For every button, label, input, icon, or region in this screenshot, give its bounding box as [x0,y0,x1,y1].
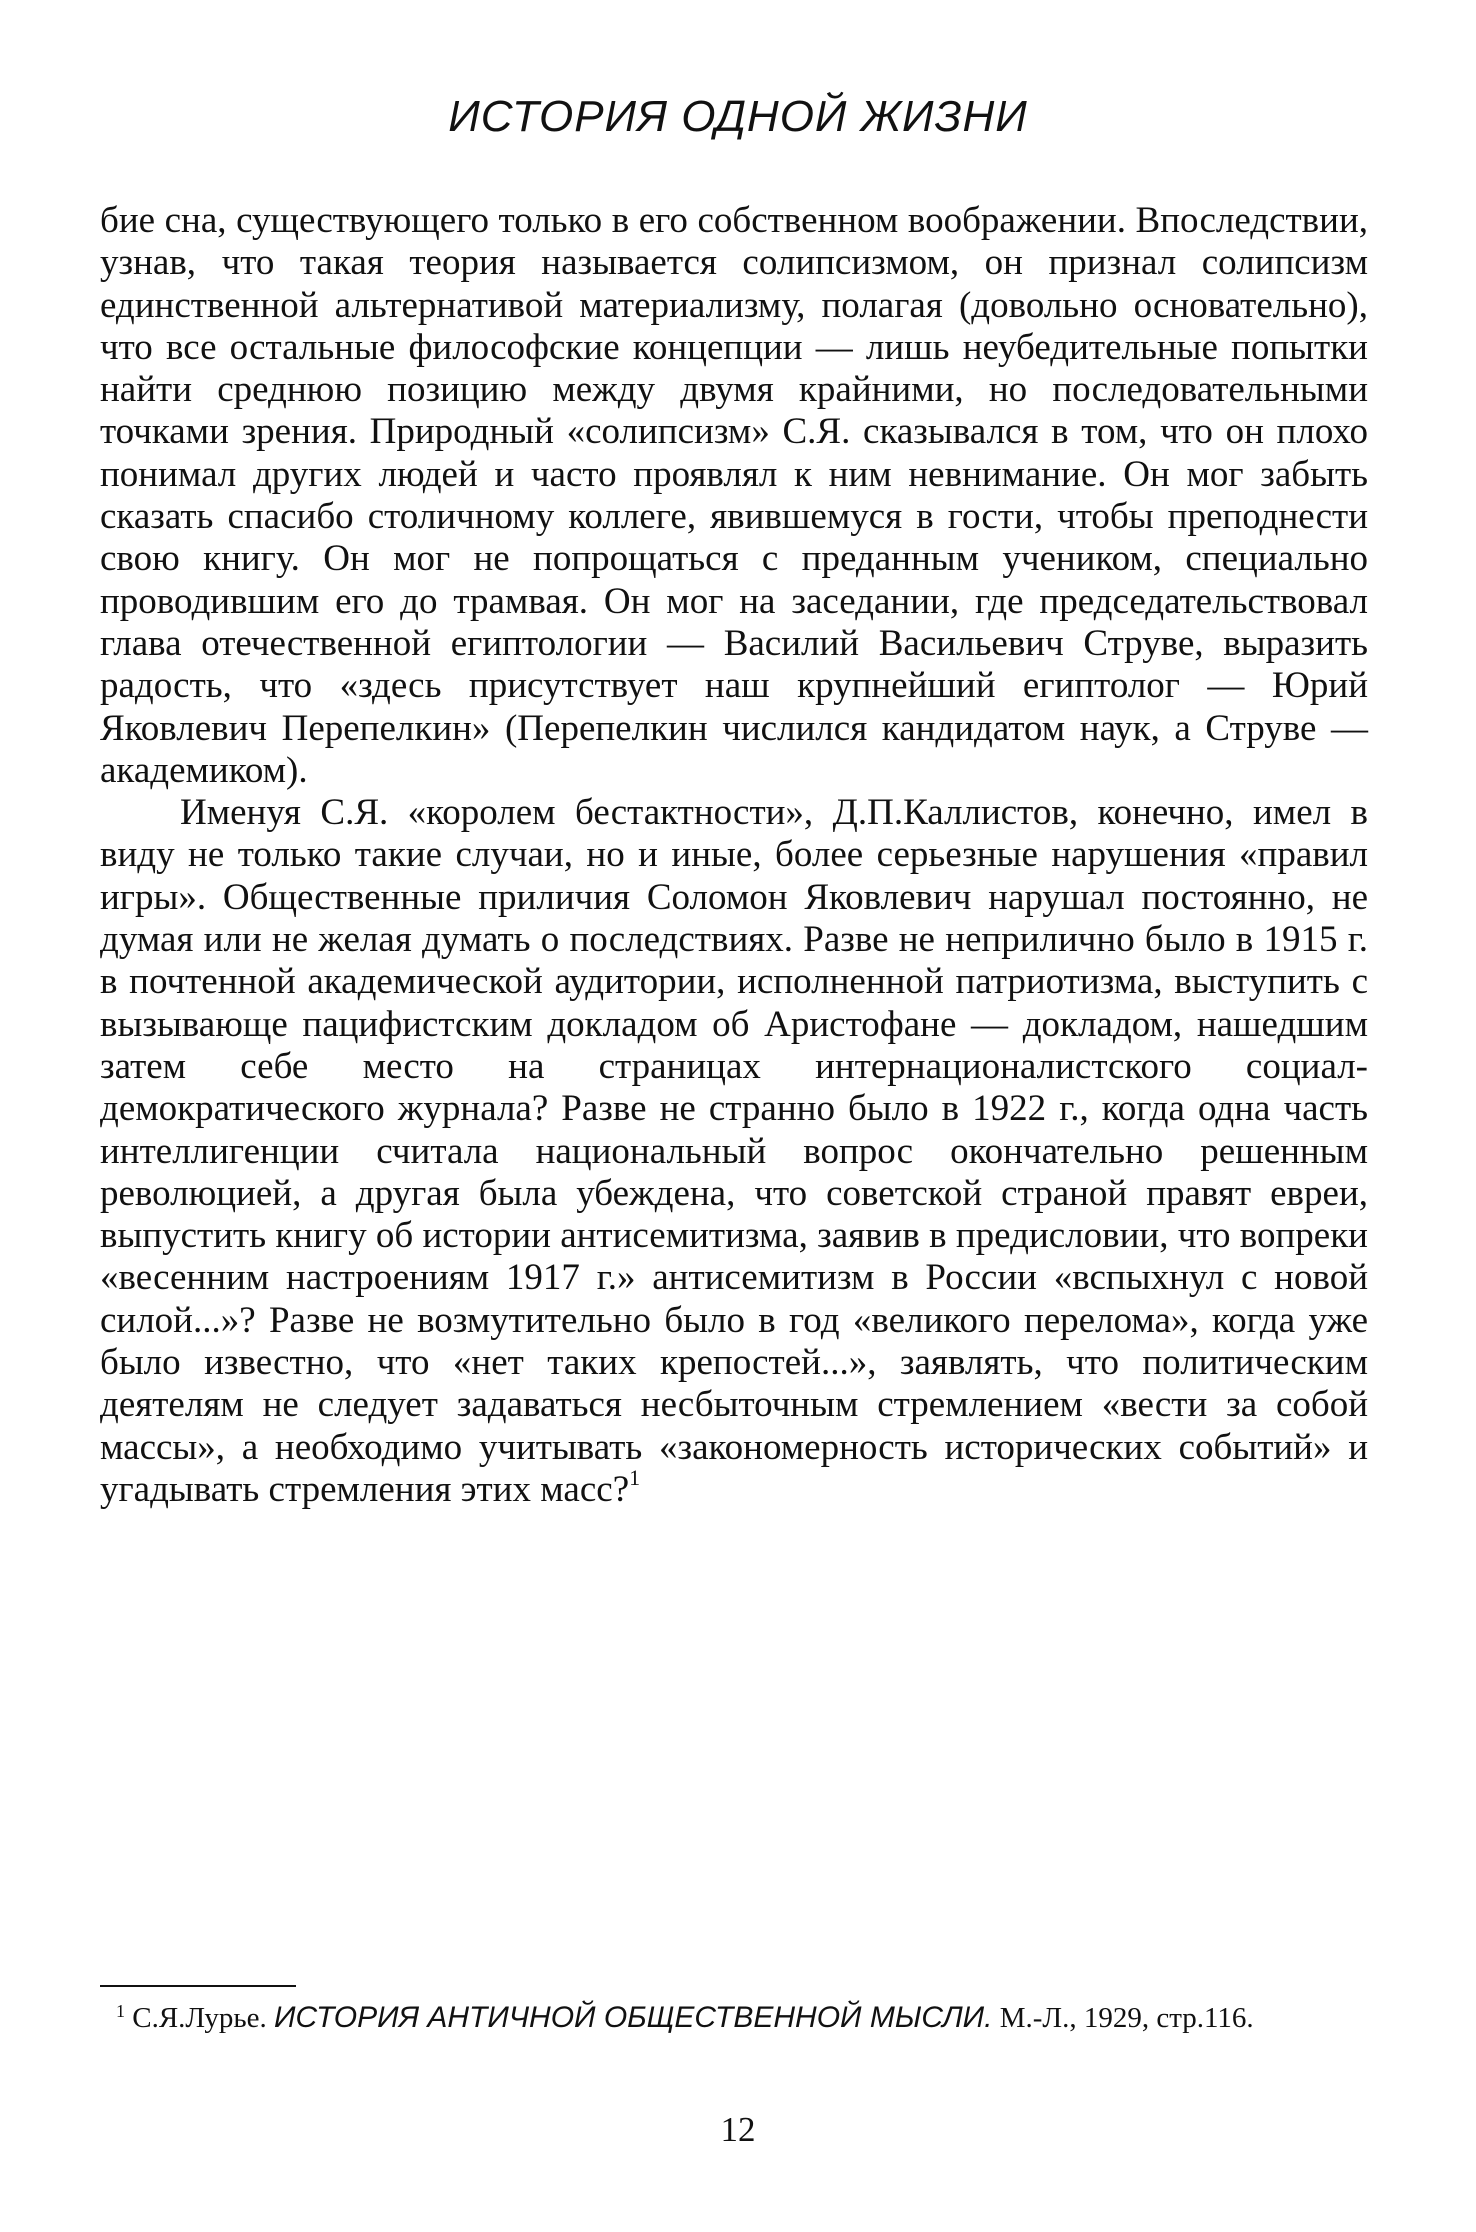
running-title: ИСТОРИЯ ОДНОЙ ЖИЗНИ [448,92,1028,141]
footnote-publication: М.-Л., 1929, стр.116. [999,2002,1254,2034]
footnote [100,2000,1368,2036]
paragraph-2-text: Именуя С.Я. «королем бестактности», Д.П.Каллистов, конечно, имел в виду не только такие случаи, но и иные, более серьезные нарушения «правил игры». Общественные приличия Соломон Яковлевич нарушал постоянно, не думая или не желая думать о последствиях. Разве не неприлично было в 1915 г. в почтенной академической аудитории, исполненной патриотизма, выступить с вызывающе пацифистским докладом об Аристофане — докладом, нашедшим затем себе место на страницах интернационалистского социал-демократического журнала? Разве не странно было в 1922 г., когда одна часть интеллигенции считала национальный вопрос окончательно решенным революцией, а другая была убеждена, что советской страной правят евреи, выпустить книгу об истории антисемитизма, заявив в предисловии, что вопреки «весенним настроениям 1917 г.» антисемитизм в России «вспыхнул с новой силой...»? Разве не возмутительно было в год «великого перелома», когда уже было известно, что «нет таких крепостей...», заявлять, что политическим деятелям не следует задаваться несбыточным стремлением «вести за собой массы», а необходимо учитывать «закономерность исторических событий» и угадывать стремления этих масс? [100,792,1368,1510]
main-text [100,200,1368,1511]
page-number: 12 [720,2110,756,2149]
footnote-reference[interactable]: 1 [629,1464,641,1490]
footnote-divider [100,1985,296,1987]
paragraph-2 [100,792,1368,1511]
footnote-author: С.Я.Лурье. [132,2002,267,2034]
paragraph-1: бие сна, существующего только в его собственном воображении. Впоследствии, узнав, что такая теория называется солипсизмом, он признал солипсизм единственной альтернативой материализму, полагая (довольно основательно), что все остальные философские концепции — лишь неубедительные попытки найти среднюю позицию между двумя крайними, но последовательными точками зрения. Природный «солипсизм» С.Я. сказывался в том, что он плохо понимал других людей и часто проявлял к ним невнимание. Он мог забыть сказать спасибо столичному коллеге, явившемуся в гости, чтобы преподнести свою книгу. Он мог не попрощаться с преданным учеником, специально проводившим его до трамвая. Он мог на заседании, где председательствовал глава отечественной египтологии — Василий Васильевич Струве, выразить радость, что «здесь присутствует наш крупнейший египтолог — Юрий Яковлевич Перепелкин» (Перепелкин числился кандидатом наук, а Струве — академиком). [100,200,1368,791]
footnote-mark: 1 [116,2001,125,2021]
footnote-book-title: ИСТОРИЯ АНТИЧНОЙ ОБЩЕСТВЕННОЙ МЫСЛИ. [273,2001,993,2034]
